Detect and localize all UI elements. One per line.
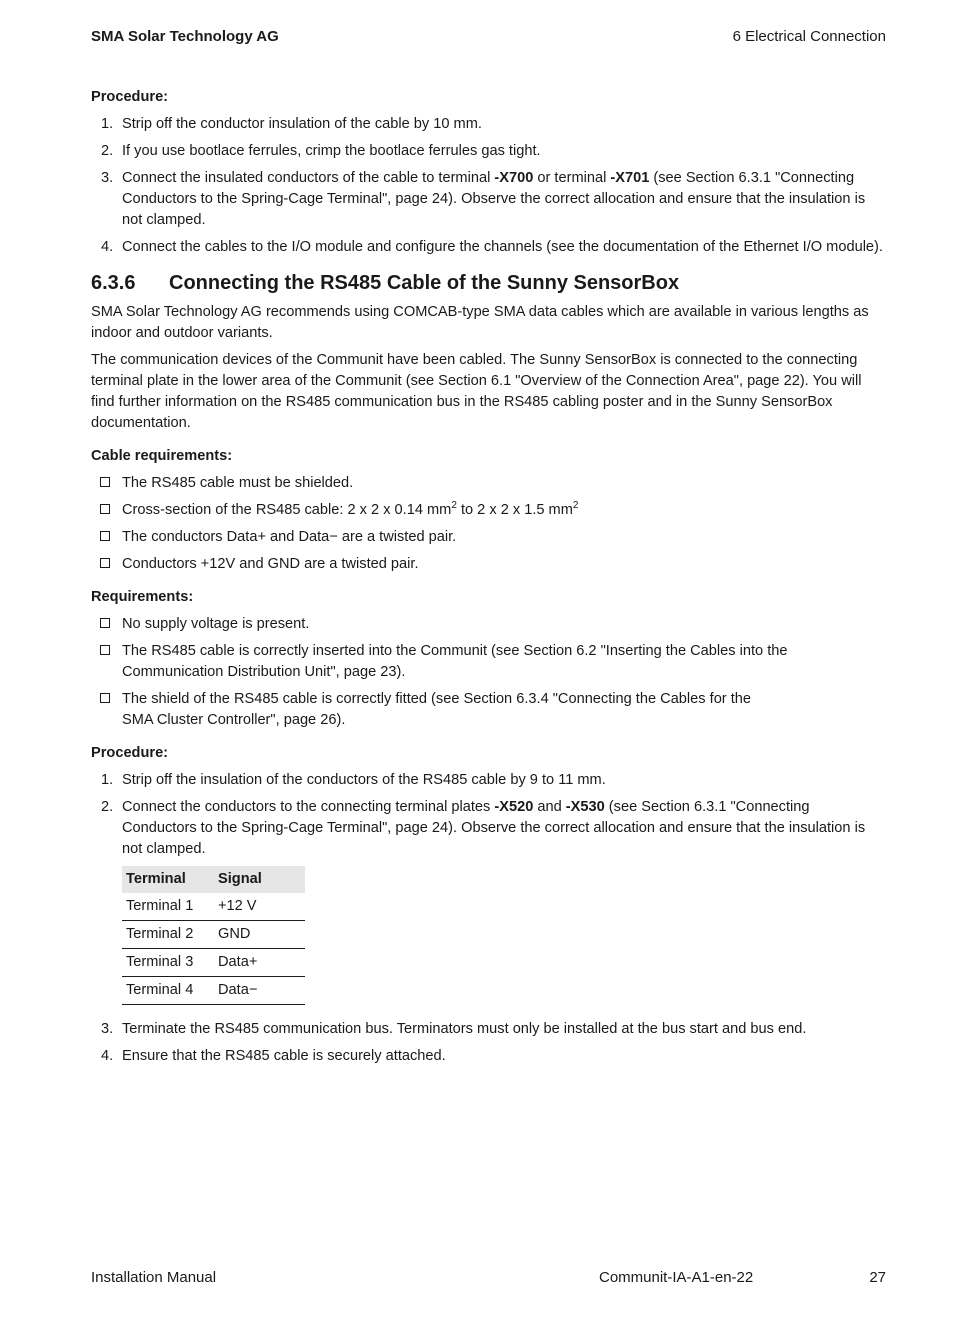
step-text: Terminate the RS485 communication bus. Terminators must only be installed at the bus start and bus end. bbox=[122, 1021, 807, 1037]
list-item bbox=[91, 1019, 886, 1040]
header-chapter: 6 Electrical Connection bbox=[732, 28, 886, 45]
terminal-ref: -X700 bbox=[494, 170, 534, 186]
list-item bbox=[91, 527, 886, 548]
step-text: or terminal bbox=[533, 170, 611, 186]
step-text: Strip off the insulation of the conductors of the RS485 cable by 9 to 11 mm. bbox=[122, 772, 606, 788]
list-item bbox=[91, 473, 886, 494]
page-number: 27 bbox=[869, 1269, 886, 1286]
step-number: 2. bbox=[101, 143, 114, 159]
table-cell: Terminal 2 bbox=[122, 921, 214, 949]
list-item bbox=[91, 141, 886, 162]
table-row bbox=[122, 921, 305, 949]
step-number: 1. bbox=[101, 772, 114, 788]
checkbox-icon bbox=[100, 645, 110, 655]
footer-doc-id: Communit-IA-A1-en-22 bbox=[599, 1269, 754, 1286]
footer-manual-title: Installation Manual bbox=[91, 1269, 217, 1286]
step-text: Connect the conductors to the connecting terminal plates bbox=[122, 799, 495, 815]
step-text: Strip off the conductor insulation of the cable by 10 mm. bbox=[122, 116, 482, 132]
table-header-row bbox=[122, 866, 305, 893]
table-cell: +12 V bbox=[214, 893, 305, 921]
step-number: 4. bbox=[101, 239, 114, 255]
item-text: The RS485 cable is correctly inserted into the Communit (see Section 6.2 "Inserting the Cables into the Communication Distribution Unit", page 23). bbox=[122, 643, 788, 680]
procedure-heading: Procedure: bbox=[91, 745, 169, 761]
procedure-list bbox=[91, 114, 886, 258]
paragraph: SMA Solar Technology AG recommends using COMCAB-type SMA data cables which are available in various lengths as indoor and outdoor variants. bbox=[91, 304, 869, 341]
table-cell: Terminal 1 bbox=[122, 893, 214, 921]
list-item bbox=[91, 554, 886, 575]
list-item bbox=[91, 237, 886, 258]
table-row bbox=[122, 977, 305, 1005]
step-number: 3. bbox=[101, 170, 114, 186]
list-item bbox=[91, 641, 886, 683]
step-number: 3. bbox=[101, 1021, 114, 1037]
requirements-list bbox=[91, 614, 886, 731]
terminal-ref: -X520 bbox=[494, 799, 534, 815]
step-text: (see Section 6.3.1 "Connecting Conductors to the Spring-Cage Terminal", page 24). Observe the correct allocation and ensure that the insulation is not clamped. bbox=[122, 170, 866, 228]
procedure-heading: Procedure: bbox=[91, 89, 169, 105]
checkbox-icon bbox=[100, 693, 110, 703]
item-text: The RS485 cable must be shielded. bbox=[122, 475, 354, 491]
list-item bbox=[91, 168, 886, 231]
list-item bbox=[91, 614, 886, 635]
cable-requirements-heading: Cable requirements: bbox=[91, 448, 233, 464]
list-item bbox=[91, 770, 886, 791]
table-cell: Terminal 4 bbox=[122, 977, 214, 1005]
list-item bbox=[91, 114, 886, 135]
item-text: to 2 x 2 x 1.5 mm bbox=[456, 502, 573, 518]
column-header: Signal bbox=[214, 866, 305, 893]
item-text: The conductors Data+ and Data− are a twisted pair. bbox=[122, 529, 457, 545]
procedure-list-continued bbox=[91, 1019, 886, 1067]
step-text: and bbox=[533, 799, 566, 815]
table-row bbox=[122, 893, 305, 921]
table-cell: Terminal 3 bbox=[122, 949, 214, 977]
step-text: Connect the cables to the I/O module and configure the channels (see the documentation of the Ethernet I/O module). bbox=[122, 239, 883, 255]
step-text: Ensure that the RS485 cable is securely attached. bbox=[122, 1048, 446, 1064]
step-number: 2. bbox=[101, 799, 114, 815]
page-header bbox=[91, 28, 886, 48]
requirements-heading: Requirements: bbox=[91, 589, 194, 605]
table-cell: Data+ bbox=[214, 949, 305, 977]
section-title-text: Connecting the RS485 Cable of the Sunny SensorBox bbox=[169, 272, 680, 294]
checkbox-icon bbox=[100, 531, 110, 541]
item-text: The shield of the RS485 cable is correctly fitted (see Section 6.3.4 "Connecting the Cables for the SMA Cluster Controller", page 26). bbox=[122, 691, 752, 728]
step-text: If you use bootlace ferrules, crimp the bootlace ferrules gas tight. bbox=[122, 143, 541, 159]
superscript: 2 bbox=[572, 500, 579, 512]
header-company: SMA Solar Technology AG bbox=[91, 28, 279, 45]
checkbox-icon bbox=[100, 558, 110, 568]
page-footer bbox=[91, 1269, 886, 1289]
list-item bbox=[91, 500, 886, 521]
terminal-ref: -X701 bbox=[610, 170, 650, 186]
step-text: (see Section 6.3.1 "Connecting Conductors to the Spring-Cage Terminal", page 24). Observe the correct allocation and ensure that the insulation is not clamped. bbox=[122, 799, 866, 857]
list-item bbox=[91, 1046, 886, 1067]
checkbox-icon bbox=[100, 477, 110, 487]
procedure-list bbox=[91, 770, 886, 860]
step-text: Connect the insulated conductors of the cable to terminal bbox=[122, 170, 495, 186]
page-content bbox=[91, 87, 886, 1073]
table-row bbox=[122, 949, 305, 977]
step-number: 4. bbox=[101, 1048, 114, 1064]
item-text: No supply voltage is present. bbox=[122, 616, 310, 632]
checkbox-icon bbox=[100, 504, 110, 514]
terminal-signal-table bbox=[122, 866, 305, 1005]
cable-requirements-list bbox=[91, 473, 886, 575]
column-header: Terminal bbox=[122, 866, 214, 893]
item-text: Cross-section of the RS485 cable: 2 x 2 x 0.14 mm bbox=[122, 502, 452, 518]
paragraph: The communication devices of the Communit have been cabled. The Sunny SensorBox is connected to the connecting terminal plate in the lower area of the Communit (see Section 6.1 "Overview of the Connection Area", page 22). You will find further information on the RS485 communication bus in the RS485 cabling poster and in the Sunny SensorBox documentation. bbox=[91, 352, 862, 431]
checkbox-icon bbox=[100, 618, 110, 628]
terminal-ref: -X530 bbox=[565, 799, 605, 815]
section-title bbox=[91, 270, 886, 296]
step-number: 1. bbox=[101, 116, 114, 132]
list-item bbox=[91, 797, 886, 860]
superscript: 2 bbox=[451, 500, 457, 512]
table-cell: Data− bbox=[214, 977, 305, 1005]
item-text: Conductors +12V and GND are a twisted pair. bbox=[122, 556, 419, 572]
section-number: 6.3.6 bbox=[91, 272, 136, 294]
table-cell: GND bbox=[214, 921, 305, 949]
list-item bbox=[91, 689, 886, 731]
